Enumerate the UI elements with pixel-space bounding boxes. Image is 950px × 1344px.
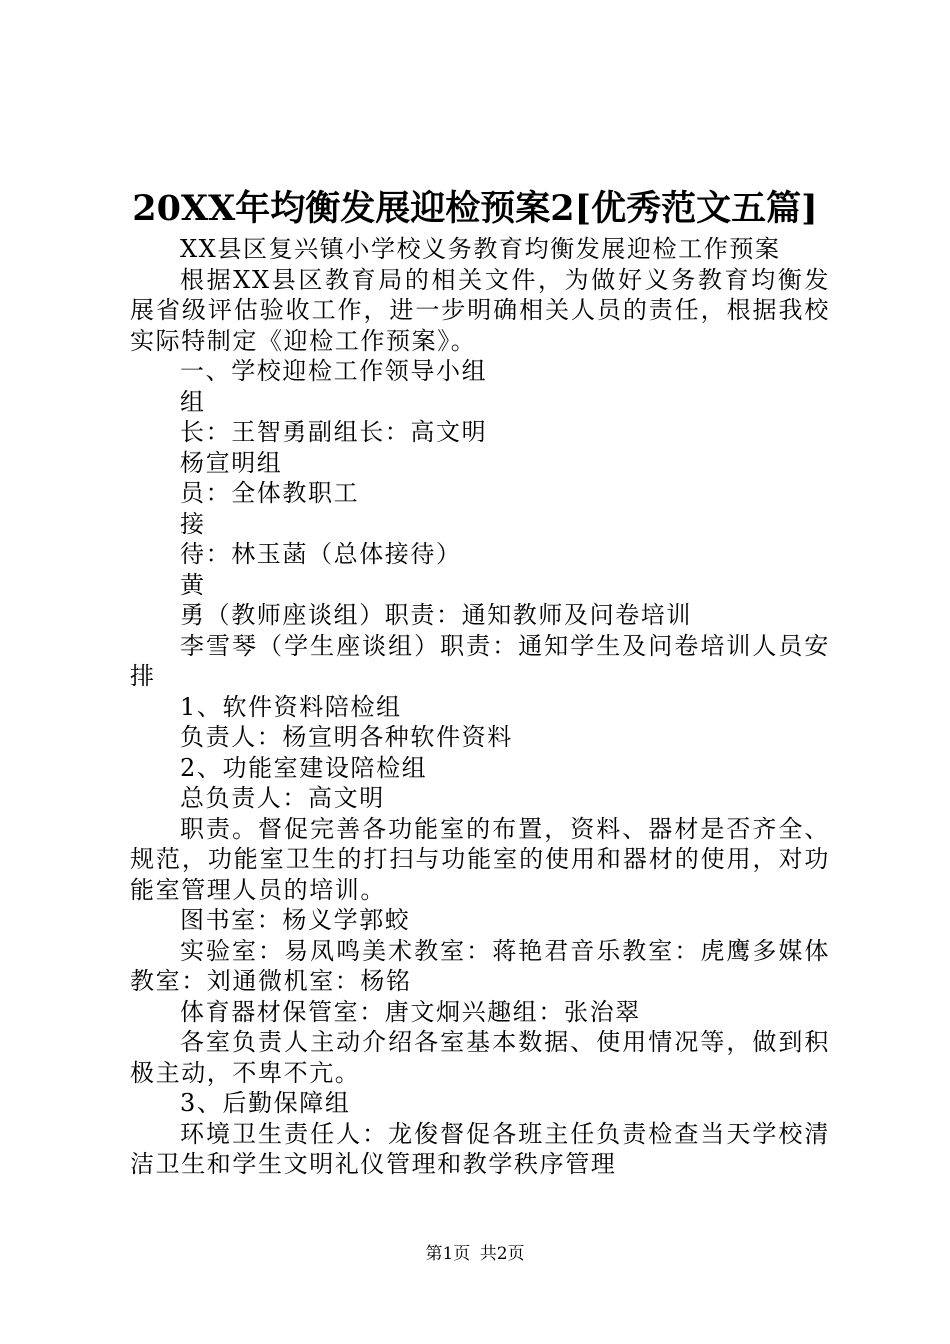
paragraph: 1、软件资料陪检组 — [180, 692, 402, 721]
paragraph: XX县区复兴镇小学校义务教育均衡发展迎检工作预案 — [180, 235, 781, 263]
paragraph: 体育器材保管室：唐文炯兴趣组：张治翠 — [180, 997, 641, 1026]
page-footer — [0, 1243, 950, 1265]
paragraph: 图书室：杨义学郭蛟 — [180, 906, 411, 934]
paragraph: 组 — [180, 387, 206, 416]
document-title: 20XX年均衡发展迎检预案2[优秀范文五篇] — [132, 188, 818, 229]
paragraph: 总负责人：高文明 — [180, 784, 385, 812]
page-total: 共2页 — [479, 1244, 525, 1264]
paragraph: 黄 — [180, 570, 206, 599]
paragraph: 勇（教师座谈组）职责：通知教师及问卷培训 — [180, 601, 692, 629]
paragraph: 环境卫生责任人：龙俊督促各班主任负责检查当天学校清洁卫生和学生文明礼仪管理和教学秩序管理 — [130, 1119, 830, 1178]
paragraph: 员：全体教职工 — [180, 479, 360, 507]
paragraph: 杨宣明组 — [180, 448, 283, 477]
paragraph: 长：王智勇副组长：高文明 — [180, 418, 488, 446]
paragraph: 一、学校迎检工作领导小组 — [180, 357, 488, 385]
paragraph: 实验室：易凤鸣美术教室：蒋艳君音乐教室：虎鹰多媒体教室：刘通微机室：杨铭 — [130, 936, 830, 995]
page-number: 第1页 — [425, 1244, 471, 1264]
paragraph: 接 — [180, 509, 206, 538]
paragraph: 3、后勤保障组 — [180, 1089, 351, 1117]
paragraph: 职责。督促完善各功能室的布置，资料、器材是否齐全、规范，功能室卫生的打扫与功能室的使用和器材的使用，对功能室管理人员的培训。 — [130, 814, 830, 904]
paragraph: 待：林玉菡（总体接待） — [180, 540, 462, 568]
paragraph: 根据XX县区教育局的相关文件，为做好义务教育均衡发展省级评估验收工作，进一步明确相关人员的责任，根据我校实际特制定《迎检工作预案》。 — [130, 265, 830, 355]
document-body — [130, 234, 830, 1180]
paragraph: 2、功能室建设陪检组 — [180, 753, 428, 782]
paragraph: 各室负责人主动介绍各室基本数据、使用情况等，做到积极主动，不卑不亢。 — [130, 1028, 830, 1087]
paragraph: 李雪琴（学生座谈组）职责：通知学生及问卷培训人员安排 — [130, 631, 830, 690]
paragraph: 负责人：杨宣明各种软件资料 — [180, 723, 513, 751]
